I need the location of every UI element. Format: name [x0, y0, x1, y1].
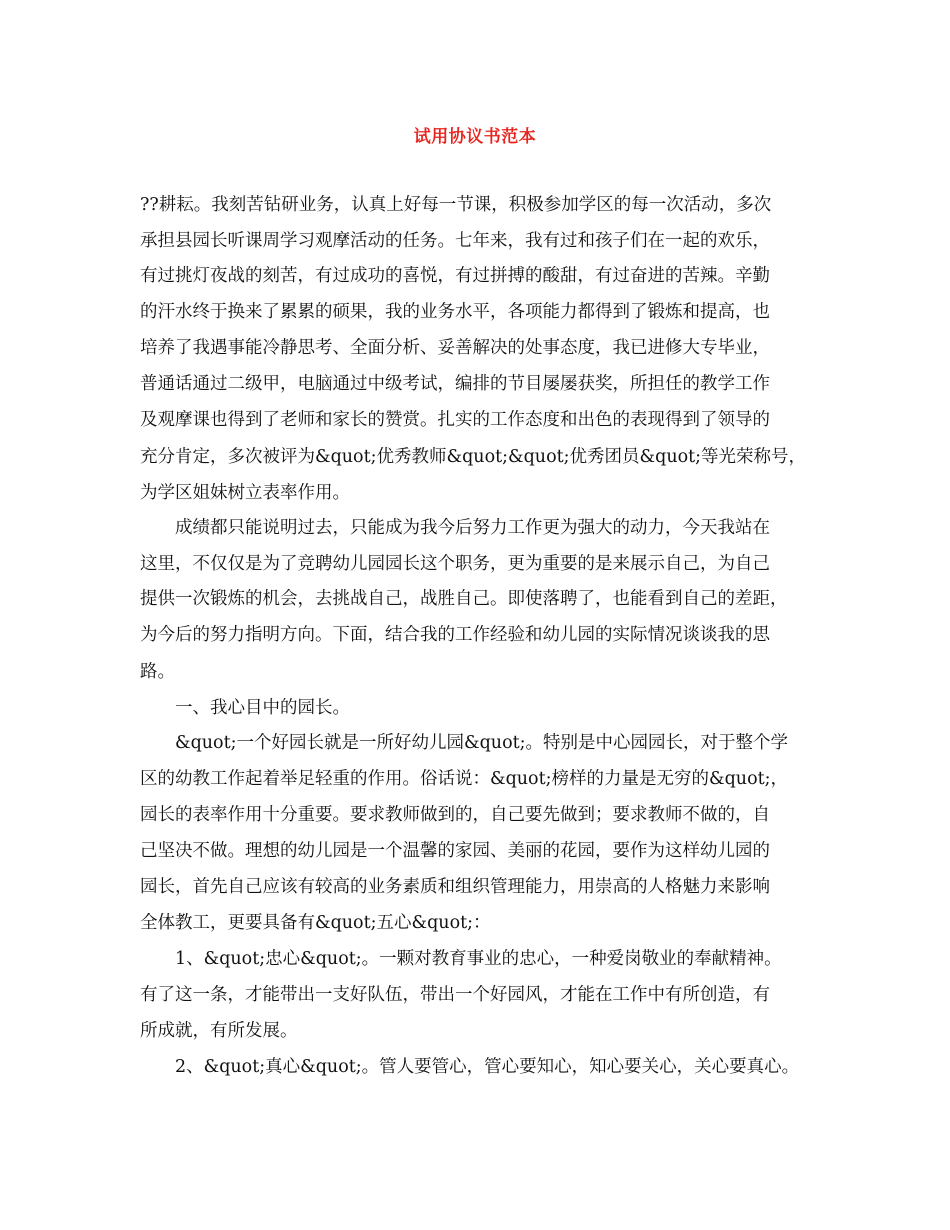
body-line: 提供一次锻炼的机会，去挑战自己，战胜自己。即使落聘了，也能看到自己的差距， — [140, 589, 788, 609]
body-line: 成绩都只能说明过去，只能成为我今后努力工作更为强大的动力，今天我站在 — [175, 518, 770, 538]
body-line: 1、&quot;忠心&quot;。一颗对教育事业的忠心，一种爱岗敬业的奉献精神。 — [175, 949, 782, 969]
body-line: 有过挑灯夜战的刻苦，有过成功的喜悦，有过拼搏的酸甜，有过奋进的苦辣。辛勤 — [140, 266, 770, 286]
body-line: 的汗水终于换来了累累的硕果，我的业务水平，各项能力都得到了锻炼和提高，也 — [140, 302, 770, 322]
body-line: 及观摩课也得到了老师和家长的赞赏。扎实的工作态度和出色的表现得到了领导的 — [140, 410, 770, 430]
body-line: 培养了我遇事能冷静思考、全面分析、妥善解决的处事态度，我已进修大专毕业， — [140, 338, 770, 358]
body-line: 所成就，有所发展。 — [140, 1021, 298, 1041]
body-line: &quot;一个好园长就是一所好幼儿园&quot;。特别是中心园园长，对于整个学 — [175, 733, 789, 753]
section-heading: 一、我心目中的园长。 — [175, 698, 350, 718]
body-line: 承担县园长听课周学习观摩活动的任务。七年来，我有过和孩子们在一起的欢乐， — [140, 231, 770, 251]
body-line: 普通话通过二级甲，电脑通过中级考试，编排的节目屡屡获奖，所担任的教学工作 — [140, 374, 770, 394]
body-line: 为今后的努力指明方向。下面，结合我的工作经验和幼儿园的实际情况谈谈我的思 — [140, 625, 770, 645]
body-line: 为学区姐妹树立表率作用。 — [140, 483, 350, 503]
body-line: 这里，不仅仅是为了竞聘幼儿园园长这个职务，更为重要的是来展示自己，为自己 — [140, 554, 770, 574]
body-line: 路。 — [140, 662, 175, 682]
body-line: 全体教工，更要具备有&quot;五心&quot;： — [140, 913, 491, 933]
body-line: 有了这一条，才能带出一支好队伍，带出一个好园风，才能在工作中有所创造，有 — [140, 985, 770, 1005]
body-line: 己坚决不做。理想的幼儿园是一个温馨的家园、美丽的花园，要作为这样幼儿园的 — [140, 841, 770, 861]
body-line: 2、&quot;真心&quot;。管人要管心，管心要知心，知心要关心，关心要真心。 — [175, 1057, 800, 1077]
body-line: ??耕耘。我刻苦钻研业务，认真上好每一节课，积极参加学区的每一次活动，多次 — [140, 195, 772, 215]
body-line: 充分肯定，多次被评为&quot;优秀教师&quot;&quot;优秀团员&quot;等光荣称号， — [140, 447, 807, 467]
body-line: 区的幼教工作起着举足轻重的作用。俗话说：&quot;榜样的力量是无穷的&quot;， — [140, 769, 789, 789]
body-line: 园长的表率作用十分重要。要求教师做到的，自己要先做到；要求教师不做的，自 — [140, 805, 770, 825]
document-title: 试用协议书范本 — [413, 127, 537, 147]
body-line: 园长，首先自己应该有较高的业务素质和组织管理能力，用崇高的人格魅力来影响 — [140, 877, 770, 897]
